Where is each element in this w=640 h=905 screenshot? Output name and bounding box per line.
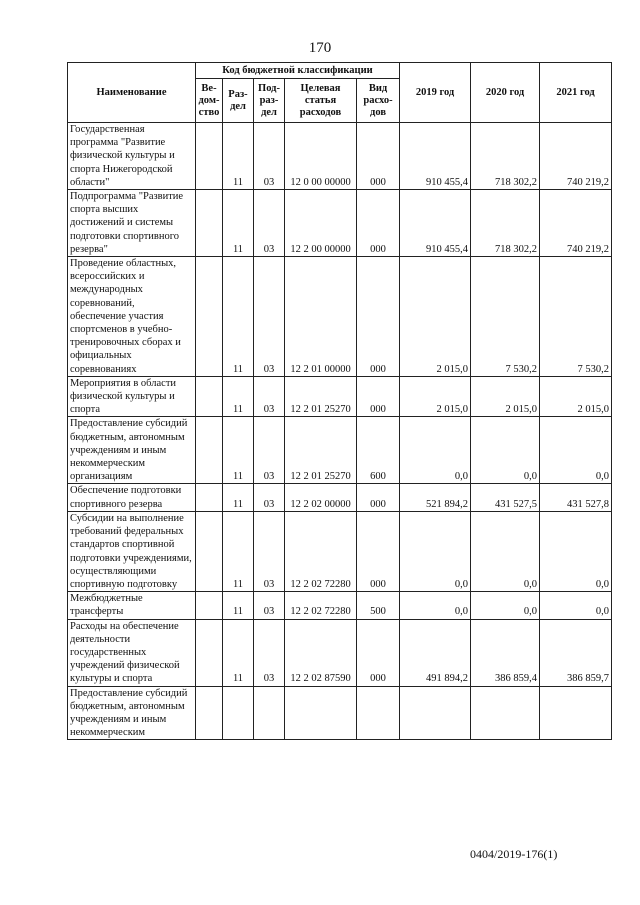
cell-2020: 0,0 — [471, 511, 540, 591]
cell-2019: 0,0 — [400, 511, 471, 591]
cell-vr: 000 — [357, 376, 400, 417]
cell-name: Подпрограмма "Развитие спорта высших достижений и системы подготовки спортивного резерва" — [68, 190, 196, 257]
cell-ved — [196, 257, 223, 377]
cell-podrazdel: 03 — [254, 619, 285, 686]
cell-razdel: 11 — [223, 190, 254, 257]
cell-razdel — [223, 686, 254, 740]
cell-razdel: 11 — [223, 376, 254, 417]
cell-ved — [196, 619, 223, 686]
table-row — [68, 417, 612, 484]
header-2019: 2019 год — [400, 63, 471, 123]
cell-2020: 0,0 — [471, 417, 540, 484]
cell-2019: 0,0 — [400, 417, 471, 484]
cell-ved — [196, 123, 223, 190]
header-ved: Ве-дом-ство — [196, 79, 223, 123]
cell-razdel: 11 — [223, 123, 254, 190]
cell-csr: 12 2 02 72280 — [285, 592, 357, 619]
cell-vr — [357, 686, 400, 740]
cell-ved — [196, 484, 223, 511]
table-row — [68, 484, 612, 511]
cell-name: Мероприятия в области физической культуры и спорта — [68, 376, 196, 417]
cell-razdel: 11 — [223, 619, 254, 686]
cell-podrazdel: 03 — [254, 257, 285, 377]
header-2020: 2020 год — [471, 63, 540, 123]
table-row — [68, 619, 612, 686]
cell-razdel: 11 — [223, 417, 254, 484]
cell-vr: 000 — [357, 484, 400, 511]
cell-podrazdel: 03 — [254, 592, 285, 619]
cell-2020: 718 302,2 — [471, 190, 540, 257]
cell-2019: 2 015,0 — [400, 257, 471, 377]
header-2021: 2021 год — [540, 63, 612, 123]
header-name: Наименование — [68, 63, 196, 123]
cell-2020 — [471, 686, 540, 740]
cell-csr: 12 2 02 72280 — [285, 511, 357, 591]
cell-vr: 000 — [357, 190, 400, 257]
cell-csr: 12 2 01 00000 — [285, 257, 357, 377]
cell-2019: 0,0 — [400, 592, 471, 619]
cell-csr: 12 2 00 00000 — [285, 190, 357, 257]
cell-name: Предоставление субсидий бюджетным, автономным учреждениям и иным некоммерческим — [68, 686, 196, 740]
cell-podrazdel: 03 — [254, 376, 285, 417]
cell-2021: 2 015,0 — [540, 376, 612, 417]
cell-name: Межбюджетные трансферты — [68, 592, 196, 619]
cell-vr: 600 — [357, 417, 400, 484]
cell-razdel: 11 — [223, 257, 254, 377]
cell-vr: 000 — [357, 123, 400, 190]
table-row — [68, 376, 612, 417]
cell-podrazdel: 03 — [254, 484, 285, 511]
cell-name: Расходы на обеспечение деятельности государственных учреждений физической культуры и спорта — [68, 619, 196, 686]
cell-2021: 7 530,2 — [540, 257, 612, 377]
cell-2021: 740 219,2 — [540, 190, 612, 257]
cell-2019: 910 455,4 — [400, 123, 471, 190]
cell-2020: 2 015,0 — [471, 376, 540, 417]
document-code: 0404/2019-176(1) — [470, 847, 558, 861]
cell-vr: 500 — [357, 592, 400, 619]
header-vr: Вид расхо-дов — [357, 79, 400, 123]
header-podrazdel: Под-раз-дел — [254, 79, 285, 123]
cell-podrazdel: 03 — [254, 417, 285, 484]
cell-name: Субсидии на выполнение требований федеральных стандартов спортивной подготовки учреждениями, осуществляющими спортивную подготовку — [68, 511, 196, 591]
cell-2019: 2 015,0 — [400, 376, 471, 417]
budget-table — [67, 62, 612, 740]
cell-name: Предоставление субсидий бюджетным, автономным учреждениям и иным некоммерческим организациям — [68, 417, 196, 484]
cell-2019: 491 894,2 — [400, 619, 471, 686]
cell-2019 — [400, 686, 471, 740]
cell-2020: 386 859,4 — [471, 619, 540, 686]
cell-csr: 12 2 02 00000 — [285, 484, 357, 511]
cell-2020: 718 302,2 — [471, 123, 540, 190]
cell-2019: 910 455,4 — [400, 190, 471, 257]
page-number: 170 — [308, 40, 332, 56]
cell-name: Проведение областных, всероссийских и международных соревнований, обеспечение участия спортсменов в учебно-тренировочных сборах и официальных соревнованиях — [68, 257, 196, 377]
table-row — [68, 511, 612, 591]
cell-2020: 7 530,2 — [471, 257, 540, 377]
cell-ved — [196, 511, 223, 591]
cell-razdel: 11 — [223, 592, 254, 619]
cell-2021: 431 527,8 — [540, 484, 612, 511]
table-row — [68, 190, 612, 257]
cell-razdel: 11 — [223, 511, 254, 591]
cell-name: Обеспечение подготовки спортивного резерва — [68, 484, 196, 511]
header-csr: Целевая статья расходов — [285, 79, 357, 123]
cell-ved — [196, 417, 223, 484]
cell-name: Государственная программа "Развитие физической культуры и спорта Нижегородской области" — [68, 123, 196, 190]
cell-podrazdel: 03 — [254, 190, 285, 257]
cell-vr: 000 — [357, 619, 400, 686]
cell-2021 — [540, 686, 612, 740]
cell-razdel: 11 — [223, 484, 254, 511]
cell-2021: 0,0 — [540, 511, 612, 591]
cell-vr: 000 — [357, 511, 400, 591]
header-classification-group: Код бюджетной классификации — [196, 63, 400, 79]
cell-2021: 386 859,7 — [540, 619, 612, 686]
cell-podrazdel — [254, 686, 285, 740]
cell-2019: 521 894,2 — [400, 484, 471, 511]
cell-2021: 740 219,2 — [540, 123, 612, 190]
cell-ved — [196, 592, 223, 619]
cell-podrazdel: 03 — [254, 511, 285, 591]
table-row — [68, 592, 612, 619]
table-row — [68, 257, 612, 377]
cell-csr — [285, 686, 357, 740]
cell-2020: 0,0 — [471, 592, 540, 619]
cell-vr: 000 — [357, 257, 400, 377]
cell-2021: 0,0 — [540, 592, 612, 619]
cell-ved — [196, 376, 223, 417]
table-header — [68, 63, 612, 123]
cell-csr: 12 2 01 25270 — [285, 417, 357, 484]
cell-ved — [196, 686, 223, 740]
cell-2020: 431 527,5 — [471, 484, 540, 511]
cell-csr: 12 2 02 87590 — [285, 619, 357, 686]
table-body — [68, 123, 612, 740]
cell-csr: 12 0 00 00000 — [285, 123, 357, 190]
cell-ved — [196, 190, 223, 257]
cell-2021: 0,0 — [540, 417, 612, 484]
header-razdel: Раз-дел — [223, 79, 254, 123]
table-row — [68, 123, 612, 190]
cell-podrazdel: 03 — [254, 123, 285, 190]
cell-csr: 12 2 01 25270 — [285, 376, 357, 417]
table-row — [68, 686, 612, 740]
